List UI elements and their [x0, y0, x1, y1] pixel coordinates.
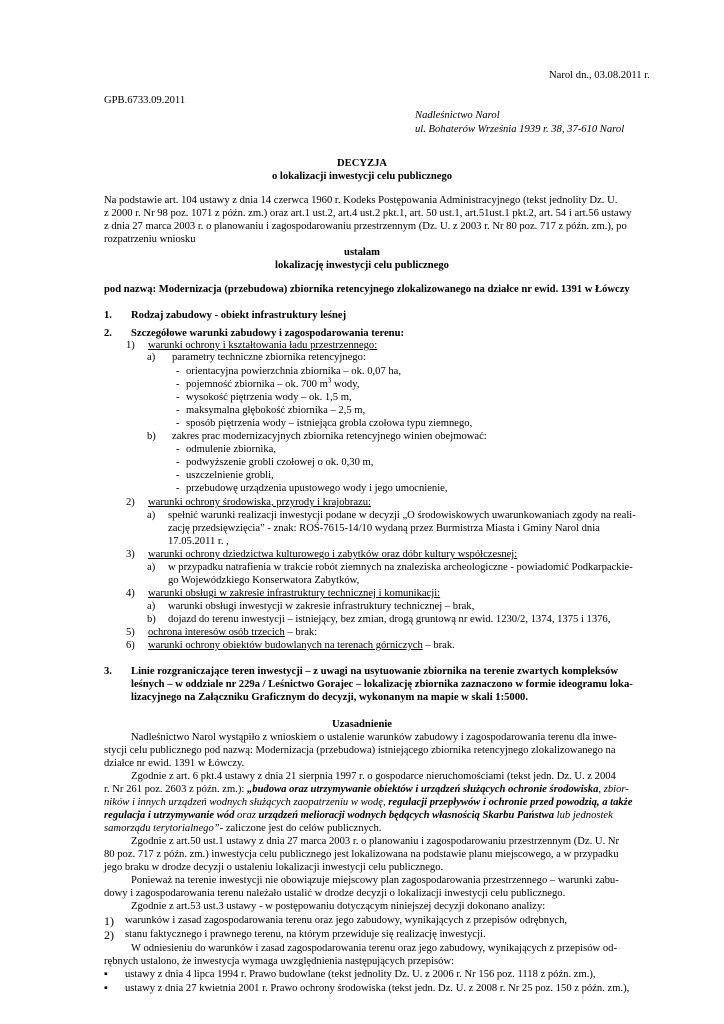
justification-line: Zgodnie z art.50 ust.1 ustawy z dnia 27 marca 2003 r. o planowaniu i zagospodarowaniu przestrzennym (Dz. U. Nr — [131, 836, 620, 847]
subsection-number: 5) — [126, 627, 135, 638]
justification-line: Zgodnie z art.53 ust.3 ustawy - w postępowaniu dotyczącym niniejszej decyzji dokonano analizy: — [131, 901, 546, 912]
list-item: podwyższenie grobli czołowej o ok. 0,30 m, — [186, 457, 374, 468]
section-3-line: Linie rozgraniczające teren inwestycji – z uwagi na usytuowanie zbiornika na terenie zwartych kompleksów — [131, 666, 618, 677]
list-item: uszczelnienie grobli, — [186, 470, 274, 481]
list-item: przebudowę urządzenia upustowego wody i jego umocnienie, — [186, 483, 448, 494]
item-text: warunki obsługi inwestycji w zakresie infrastruktury technicznej – brak, — [168, 601, 475, 612]
justification-line: Nadleśnictwo Narol wystąpiło z wnioskiem o ustalenie warunków zabudowy i zagospodarowania terenu dla inwe- — [131, 732, 617, 743]
basis-line: Na podstawie art. 104 ustawy z dnia 14 czerwca 1960 r. Kodeks Postępowania Administracyjnego (tekst jednolity Dz. U. — [104, 195, 618, 206]
regulation-item: ustawy z dnia 27 kwietnia 2001 r. Prawo ochrony środowiska (tekst jedn. Dz. U. z 2008 r. Nr 25 poz. 150 z późn. zm.), — [125, 983, 630, 994]
text-run: regulacja i utrzymywanie wód — [104, 810, 235, 821]
investment-name: pod nazwą: Modernizacja (przebudowa) zbiornika retencyjnego zlokalizowanego na działce nr ewid. 1391 w Łówczy — [104, 284, 630, 295]
establish-heading: ustalam — [344, 247, 380, 258]
section-number: 3. — [104, 666, 112, 677]
addressee-name: Nadleśnictwo Narol — [415, 110, 500, 121]
list-item-text: pojemność zbiornika – ok. 700 m — [186, 379, 328, 390]
list-number: 2) — [104, 928, 114, 942]
subsection-heading — [148, 640, 455, 652]
item-letter: b) — [147, 431, 156, 442]
dash-mark: - — [176, 379, 180, 390]
list-item: maksymalna głębokość zbiornika – 2,5 m, — [186, 405, 366, 416]
justification-line: rębnych ustalono, że inwestycja wymaga uwzględnienia następujących przepisów: — [104, 956, 455, 967]
reference-number: GPB.6733.09.2011 — [104, 95, 186, 106]
analysis-item: stanu faktycznego i prawnego terenu, na którym przewiduje się realizację inwestycji. — [125, 929, 486, 940]
section-3-line: lizacyjnego na Załączniku Graficznym do decyzji, wykonanym na mapie w skali 1:5000. — [131, 692, 528, 703]
dash-mark: - — [176, 366, 180, 377]
subsection-number: 1) — [126, 340, 135, 351]
item-text: zakres prac modernizacyjnych zbiornika retencyjnego winien obejmować: — [172, 431, 487, 442]
section-number: 1. — [104, 310, 112, 321]
dash-mark: - — [176, 457, 180, 468]
item-text: parametry techniczne zbiornika retencyjnego: — [172, 352, 366, 363]
date-line: Narol dn., 03.08.2011 r. — [549, 70, 650, 81]
list-item: sposób piętrzenia wody – istniejąca grobla czołowa typu ziemnego, — [186, 418, 473, 429]
justification-line: dowy i zagospodarowania terenu należało ustalić w drodze decyzji o lokalizacji inwestycji celu publicznego. — [104, 888, 566, 899]
item-text: 17.05.2011 r. , — [168, 536, 229, 547]
establish-subject: lokalizację inwestycji celu publicznego — [275, 260, 449, 271]
section-number: 2. — [104, 328, 112, 339]
text-run: samorządu terytorialnego” — [104, 823, 220, 834]
superscript: 3 — [327, 376, 332, 385]
regulation-item: ustawy z dnia 4 lipca 1994 r. Prawo budowlane (tekst jednolity Dz. U. z 2006 r. Nr 156 poz. 1118 z późn. zm.), — [125, 969, 596, 980]
item-text: w przypadku natrafienia w trakcie robót ziemnych na znaleziska archeologiczne - powiadomić Podkarpackie- — [168, 562, 633, 573]
justification-line — [104, 784, 629, 796]
text-run: lub jednostek — [554, 810, 613, 821]
item-letter: b) — [147, 614, 156, 625]
list-item-tail: wody, — [331, 379, 360, 390]
list-item — [186, 376, 360, 391]
dash-mark: - — [176, 444, 180, 455]
text-run: oraz — [234, 810, 259, 821]
justification-line: 80 poz. 717 z późn. zm.) inwestycja celu publicznego jest lokalizowana na podstawie planu miejscowego, a w przypadku — [104, 849, 619, 860]
text-run: - zaliczone jest do celów publicznych. — [219, 823, 382, 834]
dash-mark: - — [176, 405, 180, 416]
bullet-icon: ▪ — [104, 969, 108, 980]
dash-mark: - — [176, 470, 180, 481]
item-text: spełnić warunki realizacji inwestycji podane w decyzji „O środowiskowych uwarunkowaniach zgody na reali- — [168, 510, 636, 521]
basis-line: rozpatrzeniu wniosku — [104, 234, 196, 245]
dash-mark: - — [176, 483, 180, 494]
justification-heading: Uzasadnienie — [331, 719, 393, 730]
subsection-heading: warunki ochrony dziedzictwa kulturowego i zabytków oraz dóbr kultury współczesnej: — [148, 549, 518, 560]
justification-line — [104, 797, 633, 809]
decision-subtitle: o lokalizacji inwestycji celu publicznego — [271, 171, 453, 182]
subsection-number: 3) — [126, 549, 135, 560]
justification-line: W odniesieniu do warunków i zasad zagospodarowania terenu oraz jego zabudowy, wynikających z przepisów od- — [131, 943, 617, 954]
subsection-heading-tail: – brak. — [422, 640, 455, 651]
section-2-heading: Szczegółowe warunki zabudowy i zagospodarowania terenu: — [131, 328, 404, 339]
list-number: 1) — [104, 914, 114, 928]
text-run: „budowa oraz utrzymywanie obiektów i urządzeń służących ochronie środowiska — [246, 784, 599, 795]
subsection-number: 2) — [126, 497, 135, 508]
item-letter: a) — [147, 601, 156, 612]
bullet-icon: ▪ — [104, 983, 108, 994]
text-run: r. Nr 261 poz. 2603 z późn. zm.): — [104, 784, 247, 795]
subsection-heading-text: ochrona interesów osób trzecich — [148, 627, 285, 638]
section-3-line: leśnych – w oddziale nr 229a / Leśnictwo Gorajec – lokalizację zbiornika zaznaczono w formie ideogramu loka- — [131, 679, 633, 690]
justification-line: Ponieważ na terenie inwestycji nie obowiązuje miejscowy plan zagospodarowania przestrzennego – warunki zabu- — [131, 875, 619, 886]
decision-title: DECYZJA — [336, 158, 388, 169]
justification-line: działce nr ewid. 1391 w Łówczy. — [104, 758, 245, 769]
text-run: ników i innych urządzeń wodnych służących zaopatrzeniu w wodę, — [104, 797, 389, 808]
section-1-heading: Rodzaj zabudowy - obiekt infrastruktury leśnej — [131, 310, 347, 321]
addressee-address: ul. Bohaterów Września 1939 r. 38, 37-610 Narol — [415, 124, 625, 135]
basis-line: z 2000 r. Nr 98 poz. 1071 z późn. zm.) oraz art.1 ust.2, art.4 ust.2 pkt.1, art. 50 ust.1, art.51ust.1 pkt.2, art. 54 i art.56 ustawy — [104, 208, 632, 219]
item-text: zację przedsięwzięcia” - znak: ROŚ-7615-14/10 wydaną przez Burmistrza Miasta i Gminy Narol dnia — [168, 523, 600, 534]
basis-line: z dnia 27 marca 2003 r. o planowaniu i zagospodarowaniu przestrzennym (Dz. U. z 2003 r. Nr 80 poz. 717 z późn. zm.), po — [104, 221, 627, 232]
subsection-number: 6) — [126, 640, 135, 651]
analysis-item: warunków i zasad zagospodarowania terenu oraz jego zabudowy, wynikających z przepisów odrębnych, — [125, 915, 568, 926]
item-text: dojazd do terenu inwestycji – istniejący, bez zmian, drogą gruntową nr ewid. 1230/2, 1374, 1375 i 1376, — [168, 614, 611, 625]
item-text: go Wojewódzkiego Konserwatora Zabytków, — [168, 575, 360, 586]
subsection-heading: warunki ochrony i kształtowania ładu przestrzennego: — [148, 340, 378, 351]
subsection-heading — [148, 627, 317, 639]
list-item: wysokość piętrzenia wody – ok. 1,5 m, — [186, 392, 352, 403]
justification-line: Zgodnie z art. 6 pkt.4 ustawy z dnia 21 sierpnia 1997 r. o gospodarce nieruchomościami (tekst jedn. Dz. U. z 2004 — [131, 771, 616, 782]
text-run: regulacji przepływów i ochronie przed powodzią, a także — [388, 797, 633, 808]
subsection-number: 4) — [126, 588, 135, 599]
justification-line — [104, 823, 381, 835]
list-item: odmulenie zbiornika, — [186, 444, 277, 455]
subsection-heading: warunki ochrony środowiska, przyrody i krajobrazu: — [148, 497, 371, 508]
item-letter: a) — [147, 352, 156, 363]
item-letter: a) — [147, 562, 156, 573]
subsection-heading-tail: – brak: — [284, 627, 318, 638]
dash-mark: - — [176, 418, 180, 429]
item-letter: a) — [147, 510, 156, 521]
subsection-heading-text: warunki ochrony obiektów budowlanych na terenach górniczych — [148, 640, 423, 651]
subsection-heading: warunki obsługi w zakresie infrastruktury technicznej i komunikacji: — [148, 588, 441, 599]
dash-mark: - — [176, 392, 180, 403]
text-run: , zbior- — [598, 784, 629, 795]
text-run: urządzeń melioracji wodnych będących własnością Skarbu Państwa — [258, 810, 554, 821]
justification-line: stycji celu publicznego pod nazwą: Modernizacja (przebudowa) istniejącego zbiornika retencyjnego zlokalizowanego na — [104, 745, 616, 756]
justification-line — [104, 810, 613, 822]
justification-line: jego braku w drodze decyzji o ustaleniu lokalizacji inwestycji celu publicznego. — [104, 862, 444, 873]
list-item: orientacyjna powierzchnia zbiornika – ok. 0,07 ha, — [186, 366, 402, 377]
